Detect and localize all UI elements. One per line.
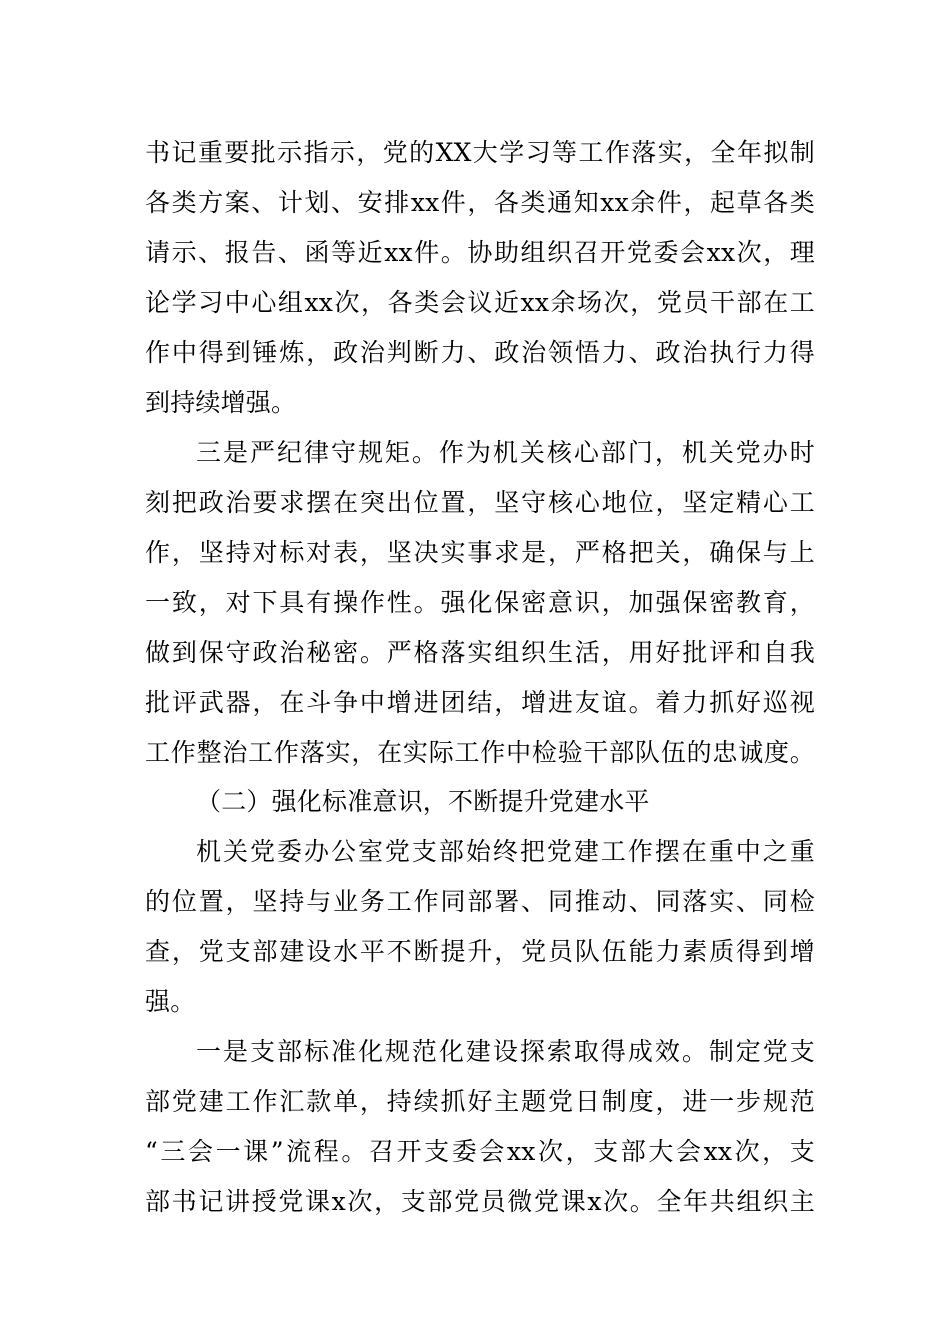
text-line: “三会一课”流程。召开支委会xx次，支部大会xx次，支 bbox=[145, 1137, 815, 1166]
text-line: 批评武器，在斗争中增进团结，增进友谊。着力抓好巡视 bbox=[145, 688, 815, 717]
text-line: 的位置，坚持与业务工作同部署、同推动、同落实、同检 bbox=[145, 887, 815, 916]
text-line: 一致，对下具有操作性。强化保密意识，加强保密教育， bbox=[145, 588, 815, 617]
text-line: 查，党支部建设水平不断提升，党员队伍能力素质得到增 bbox=[145, 937, 815, 966]
text-line: 各类方案、计划、安排xx件，各类通知xx余件，起草各类 bbox=[145, 188, 815, 217]
paragraph-first-line: 三是严纪律守规矩。作为机关核心部门，机关党办时 bbox=[196, 438, 815, 467]
text-line: 作中得到锤炼，政治判断力、政治领悟力、政治执行力得 bbox=[145, 338, 815, 367]
text-line: 刻把政治要求摆在突出位置，坚守核心地位，坚定精心工 bbox=[145, 488, 815, 517]
paragraph-first-line: 一是支部标准化规范化建设探索取得成效。制定党支 bbox=[196, 1037, 815, 1066]
text-line: 做到保守政治秘密。严格落实组织生活，用好批评和自我 bbox=[145, 638, 815, 667]
section-heading: （二）强化标准意识，不断提升党建水平 bbox=[196, 787, 650, 816]
paragraph-first-line: 机关党委办公室党支部始终把党建工作摆在重中之重 bbox=[196, 837, 815, 866]
text-line: 部书记讲授党课x次，支部党员微党课x次。全年共组织主 bbox=[145, 1187, 815, 1216]
text-line: 到持续增强。 bbox=[145, 388, 297, 417]
text-line: 强。 bbox=[145, 987, 196, 1016]
text-line: 工作整治工作落实，在实际工作中检验干部队伍的忠诚度。 bbox=[145, 738, 815, 767]
text-line: 作，坚持对标对表，坚决实事求是，严格把关，确保与上 bbox=[145, 538, 815, 567]
text-line: 请示、报告、函等近xx件。协助组织召开党委会xx次，理 bbox=[145, 238, 815, 267]
text-line: 论学习中心组xx次，各类会议近xx余场次，党员干部在工 bbox=[145, 288, 815, 317]
text-line: 部党建工作汇款单，持续抓好主题党日制度，进一步规范 bbox=[145, 1087, 815, 1116]
text-line: 书记重要批示指示，党的XX大学习等工作落实，全年拟制 bbox=[145, 138, 815, 167]
